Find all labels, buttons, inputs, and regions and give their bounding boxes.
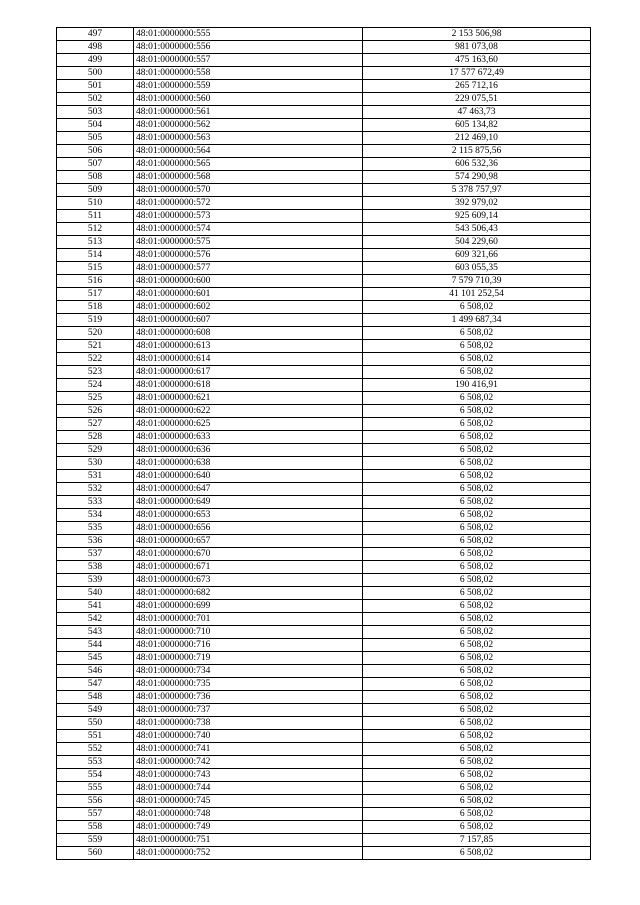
- table-row: [57, 587, 591, 600]
- cadastral-number: 48:01:0000000:742: [134, 756, 363, 769]
- row-number: 539: [57, 574, 134, 587]
- table-row: [57, 509, 591, 522]
- table-row: [57, 262, 591, 275]
- cadastral-number: 48:01:0000000:563: [134, 132, 363, 145]
- row-number: 531: [57, 470, 134, 483]
- cadastral-number: 48:01:0000000:647: [134, 483, 363, 496]
- cadastral-number: 48:01:0000000:575: [134, 236, 363, 249]
- row-number: 550: [57, 717, 134, 730]
- row-number: 552: [57, 743, 134, 756]
- cadastral-value: 6 508,02: [363, 743, 591, 756]
- cadastral-value: 6 508,02: [363, 392, 591, 405]
- row-number: 543: [57, 626, 134, 639]
- cadastral-number: 48:01:0000000:638: [134, 457, 363, 470]
- cadastral-value: 6 508,02: [363, 717, 591, 730]
- cadastral-number: 48:01:0000000:636: [134, 444, 363, 457]
- table-row: [57, 561, 591, 574]
- table-row: [57, 171, 591, 184]
- cadastral-value: 5 378 757,97: [363, 184, 591, 197]
- cadastral-value: 504 229,60: [363, 236, 591, 249]
- table-row: [57, 210, 591, 223]
- cadastral-value: 190 416,91: [363, 379, 591, 392]
- cadastral-value: 6 508,02: [363, 587, 591, 600]
- cadastral-value: 6 508,02: [363, 470, 591, 483]
- table-row: [57, 808, 591, 821]
- cadastral-number: 48:01:0000000:744: [134, 782, 363, 795]
- cadastral-value: 6 508,02: [363, 704, 591, 717]
- table-row: [57, 93, 591, 106]
- table-row: [57, 106, 591, 119]
- cadastral-number: 48:01:0000000:737: [134, 704, 363, 717]
- table-row: [57, 366, 591, 379]
- cadastral-value: 6 508,02: [363, 509, 591, 522]
- cadastral-number: 48:01:0000000:625: [134, 418, 363, 431]
- table-row: [57, 535, 591, 548]
- table-row: [57, 249, 591, 262]
- row-number: 507: [57, 158, 134, 171]
- cadastral-number: 48:01:0000000:561: [134, 106, 363, 119]
- cadastral-number: 48:01:0000000:736: [134, 691, 363, 704]
- cadastral-number: 48:01:0000000:559: [134, 80, 363, 93]
- cadastral-number: 48:01:0000000:555: [134, 28, 363, 41]
- row-number: 520: [57, 327, 134, 340]
- row-number: 535: [57, 522, 134, 535]
- table-row: [57, 353, 591, 366]
- table-row: [57, 67, 591, 80]
- cadastral-number: 48:01:0000000:735: [134, 678, 363, 691]
- cadastral-value: 6 508,02: [363, 418, 591, 431]
- row-number: 549: [57, 704, 134, 717]
- table-row: [57, 626, 591, 639]
- row-number: 558: [57, 821, 134, 834]
- table-row: [57, 158, 591, 171]
- cadastral-number: 48:01:0000000:607: [134, 314, 363, 327]
- table-row: [57, 28, 591, 41]
- row-number: 505: [57, 132, 134, 145]
- table-row: [57, 379, 591, 392]
- row-number: 559: [57, 834, 134, 847]
- cadastral-value: 229 075,51: [363, 93, 591, 106]
- row-number: 534: [57, 509, 134, 522]
- cadastral-number: 48:01:0000000:557: [134, 54, 363, 67]
- table-row: [57, 288, 591, 301]
- cadastral-value: 6 508,02: [363, 340, 591, 353]
- cadastral-number: 48:01:0000000:745: [134, 795, 363, 808]
- row-number: 528: [57, 431, 134, 444]
- cadastral-number: 48:01:0000000:608: [134, 327, 363, 340]
- cadastral-number: 48:01:0000000:699: [134, 600, 363, 613]
- row-number: 519: [57, 314, 134, 327]
- table-row: [57, 613, 591, 626]
- cadastral-number: 48:01:0000000:671: [134, 561, 363, 574]
- cadastral-number: 48:01:0000000:640: [134, 470, 363, 483]
- row-number: 509: [57, 184, 134, 197]
- table-row: [57, 782, 591, 795]
- cadastral-value: 2 115 875,56: [363, 145, 591, 158]
- row-number: 506: [57, 145, 134, 158]
- table-row: [57, 145, 591, 158]
- row-number: 541: [57, 600, 134, 613]
- cadastral-number: 48:01:0000000:719: [134, 652, 363, 665]
- table-row: [57, 704, 591, 717]
- cadastral-value: 6 508,02: [363, 535, 591, 548]
- cadastral-number: 48:01:0000000:602: [134, 301, 363, 314]
- cadastral-value: 6 508,02: [363, 795, 591, 808]
- row-number: 526: [57, 405, 134, 418]
- cadastral-value: 981 073,08: [363, 41, 591, 54]
- cadastral-value: 6 508,02: [363, 366, 591, 379]
- cadastral-value: 6 508,02: [363, 431, 591, 444]
- cadastral-value: 6 508,02: [363, 327, 591, 340]
- cadastral-number: 48:01:0000000:576: [134, 249, 363, 262]
- table-row: [57, 691, 591, 704]
- row-number: 497: [57, 28, 134, 41]
- cadastral-value: 6 508,02: [363, 548, 591, 561]
- row-number: 521: [57, 340, 134, 353]
- table-row: [57, 392, 591, 405]
- cadastral-value: 17 577 672,49: [363, 67, 591, 80]
- table-row: [57, 522, 591, 535]
- cadastral-value: 6 508,02: [363, 691, 591, 704]
- table-row: [57, 444, 591, 457]
- cadastral-number: 48:01:0000000:633: [134, 431, 363, 444]
- cadastral-number: 48:01:0000000:740: [134, 730, 363, 743]
- cadastral-number: 48:01:0000000:657: [134, 535, 363, 548]
- cadastral-value: 605 134,82: [363, 119, 591, 132]
- table-row: [57, 496, 591, 509]
- cadastral-number: 48:01:0000000:564: [134, 145, 363, 158]
- cadastral-value: 606 532,36: [363, 158, 591, 171]
- cadastral-number: 48:01:0000000:600: [134, 275, 363, 288]
- row-number: 545: [57, 652, 134, 665]
- table-row: [57, 340, 591, 353]
- table-row: [57, 847, 591, 860]
- row-number: 515: [57, 262, 134, 275]
- row-number: 548: [57, 691, 134, 704]
- cadastral-value: 6 508,02: [363, 522, 591, 535]
- cadastral-value: 6 508,02: [363, 730, 591, 743]
- row-number: 510: [57, 197, 134, 210]
- cadastral-value: 6 508,02: [363, 301, 591, 314]
- cadastral-number: 48:01:0000000:562: [134, 119, 363, 132]
- cadastral-number: 48:01:0000000:618: [134, 379, 363, 392]
- table-body: [57, 28, 591, 860]
- cadastral-number: 48:01:0000000:601: [134, 288, 363, 301]
- cadastral-value: 6 508,02: [363, 782, 591, 795]
- row-number: 504: [57, 119, 134, 132]
- cadastral-value: 212 469,10: [363, 132, 591, 145]
- cadastral-value: 6 508,02: [363, 496, 591, 509]
- cadastral-value: 41 101 252,54: [363, 288, 591, 301]
- row-number: 556: [57, 795, 134, 808]
- row-number: 557: [57, 808, 134, 821]
- row-number: 513: [57, 236, 134, 249]
- cadastral-value: 6 508,02: [363, 821, 591, 834]
- cadastral-value: 392 979,02: [363, 197, 591, 210]
- cadastral-number: 48:01:0000000:716: [134, 639, 363, 652]
- row-number: 533: [57, 496, 134, 509]
- row-number: 554: [57, 769, 134, 782]
- table-row: [57, 483, 591, 496]
- row-number: 524: [57, 379, 134, 392]
- cadastral-value: 475 163,60: [363, 54, 591, 67]
- row-number: 516: [57, 275, 134, 288]
- table-row: [57, 717, 591, 730]
- cadastral-value: 6 508,02: [363, 405, 591, 418]
- cadastral-value-table: [56, 27, 591, 860]
- cadastral-number: 48:01:0000000:653: [134, 509, 363, 522]
- row-number: 560: [57, 847, 134, 860]
- table-row: [57, 314, 591, 327]
- table-row: [57, 184, 591, 197]
- cadastral-number: 48:01:0000000:741: [134, 743, 363, 756]
- row-number: 518: [57, 301, 134, 314]
- cadastral-number: 48:01:0000000:613: [134, 340, 363, 353]
- row-number: 544: [57, 639, 134, 652]
- cadastral-value: 7 579 710,39: [363, 275, 591, 288]
- table-row: [57, 119, 591, 132]
- cadastral-value: 6 508,02: [363, 665, 591, 678]
- cadastral-number: 48:01:0000000:573: [134, 210, 363, 223]
- table-row: [57, 600, 591, 613]
- cadastral-number: 48:01:0000000:570: [134, 184, 363, 197]
- cadastral-number: 48:01:0000000:568: [134, 171, 363, 184]
- cadastral-value: 6 508,02: [363, 678, 591, 691]
- cadastral-number: 48:01:0000000:743: [134, 769, 363, 782]
- table-row: [57, 639, 591, 652]
- table-row: [57, 665, 591, 678]
- row-number: 508: [57, 171, 134, 184]
- cadastral-number: 48:01:0000000:617: [134, 366, 363, 379]
- row-number: 553: [57, 756, 134, 769]
- row-number: 540: [57, 587, 134, 600]
- cadastral-number: 48:01:0000000:656: [134, 522, 363, 535]
- cadastral-number: 48:01:0000000:682: [134, 587, 363, 600]
- table-row: [57, 405, 591, 418]
- row-number: 502: [57, 93, 134, 106]
- cadastral-value: 925 609,14: [363, 210, 591, 223]
- row-number: 514: [57, 249, 134, 262]
- cadastral-number: 48:01:0000000:649: [134, 496, 363, 509]
- row-number: 522: [57, 353, 134, 366]
- table-row: [57, 743, 591, 756]
- table-row: [57, 431, 591, 444]
- table-row: [57, 574, 591, 587]
- row-number: 529: [57, 444, 134, 457]
- table-row: [57, 470, 591, 483]
- cadastral-value: 6 508,02: [363, 756, 591, 769]
- cadastral-number: 48:01:0000000:565: [134, 158, 363, 171]
- table-row: [57, 769, 591, 782]
- table-row: [57, 730, 591, 743]
- table-row: [57, 756, 591, 769]
- row-number: 537: [57, 548, 134, 561]
- row-number: 527: [57, 418, 134, 431]
- table-row: [57, 821, 591, 834]
- row-number: 523: [57, 366, 134, 379]
- row-number: 551: [57, 730, 134, 743]
- cadastral-value: 6 508,02: [363, 600, 591, 613]
- cadastral-value: 6 508,02: [363, 808, 591, 821]
- cadastral-number: 48:01:0000000:614: [134, 353, 363, 366]
- cadastral-value: 6 508,02: [363, 613, 591, 626]
- row-number: 555: [57, 782, 134, 795]
- cadastral-number: 48:01:0000000:738: [134, 717, 363, 730]
- row-number: 498: [57, 41, 134, 54]
- row-number: 538: [57, 561, 134, 574]
- table-row: [57, 418, 591, 431]
- row-number: 503: [57, 106, 134, 119]
- table-row: [57, 327, 591, 340]
- cadastral-value: 6 508,02: [363, 353, 591, 366]
- cadastral-value: 543 506,43: [363, 223, 591, 236]
- table-row: [57, 457, 591, 470]
- row-number: 500: [57, 67, 134, 80]
- cadastral-value: 574 290,98: [363, 171, 591, 184]
- cadastral-number: 48:01:0000000:577: [134, 262, 363, 275]
- cadastral-value: 603 055,35: [363, 262, 591, 275]
- table-row: [57, 301, 591, 314]
- cadastral-value: 609 321,66: [363, 249, 591, 262]
- table-row: [57, 652, 591, 665]
- cadastral-value: 6 508,02: [363, 561, 591, 574]
- cadastral-number: 48:01:0000000:560: [134, 93, 363, 106]
- table-row: [57, 223, 591, 236]
- row-number: 512: [57, 223, 134, 236]
- table-row: [57, 80, 591, 93]
- row-number: 530: [57, 457, 134, 470]
- table-row: [57, 834, 591, 847]
- cadastral-value: 6 508,02: [363, 457, 591, 470]
- table-row: [57, 678, 591, 691]
- table-row: [57, 275, 591, 288]
- row-number: 542: [57, 613, 134, 626]
- cadastral-value: 6 508,02: [363, 769, 591, 782]
- row-number: 525: [57, 392, 134, 405]
- row-number: 499: [57, 54, 134, 67]
- cadastral-number: 48:01:0000000:556: [134, 41, 363, 54]
- row-number: 546: [57, 665, 134, 678]
- cadastral-number: 48:01:0000000:701: [134, 613, 363, 626]
- cadastral-value: 2 153 506,98: [363, 28, 591, 41]
- cadastral-value: 6 508,02: [363, 639, 591, 652]
- cadastral-number: 48:01:0000000:621: [134, 392, 363, 405]
- cadastral-number: 48:01:0000000:752: [134, 847, 363, 860]
- row-number: 501: [57, 80, 134, 93]
- cadastral-number: 48:01:0000000:748: [134, 808, 363, 821]
- cadastral-number: 48:01:0000000:670: [134, 548, 363, 561]
- cadastral-value: 7 157,85: [363, 834, 591, 847]
- cadastral-value: 6 508,02: [363, 626, 591, 639]
- row-number: 536: [57, 535, 134, 548]
- table-row: [57, 54, 591, 67]
- cadastral-number: 48:01:0000000:673: [134, 574, 363, 587]
- cadastral-number: 48:01:0000000:574: [134, 223, 363, 236]
- table-row: [57, 548, 591, 561]
- table-row: [57, 795, 591, 808]
- cadastral-number: 48:01:0000000:734: [134, 665, 363, 678]
- cadastral-number: 48:01:0000000:749: [134, 821, 363, 834]
- cadastral-value: 6 508,02: [363, 483, 591, 496]
- cadastral-value: 6 508,02: [363, 652, 591, 665]
- table-row: [57, 236, 591, 249]
- cadastral-value: 47 463,73: [363, 106, 591, 119]
- cadastral-value: 1 499 687,34: [363, 314, 591, 327]
- cadastral-value: 265 712,16: [363, 80, 591, 93]
- row-number: 511: [57, 210, 134, 223]
- cadastral-value: 6 508,02: [363, 574, 591, 587]
- cadastral-number: 48:01:0000000:710: [134, 626, 363, 639]
- row-number: 517: [57, 288, 134, 301]
- cadastral-number: 48:01:0000000:622: [134, 405, 363, 418]
- row-number: 532: [57, 483, 134, 496]
- table-row: [57, 197, 591, 210]
- cadastral-value: 6 508,02: [363, 847, 591, 860]
- table-row: [57, 132, 591, 145]
- row-number: 547: [57, 678, 134, 691]
- cadastral-number: 48:01:0000000:751: [134, 834, 363, 847]
- cadastral-value: 6 508,02: [363, 444, 591, 457]
- cadastral-number: 48:01:0000000:572: [134, 197, 363, 210]
- table-row: [57, 41, 591, 54]
- cadastral-number: 48:01:0000000:558: [134, 67, 363, 80]
